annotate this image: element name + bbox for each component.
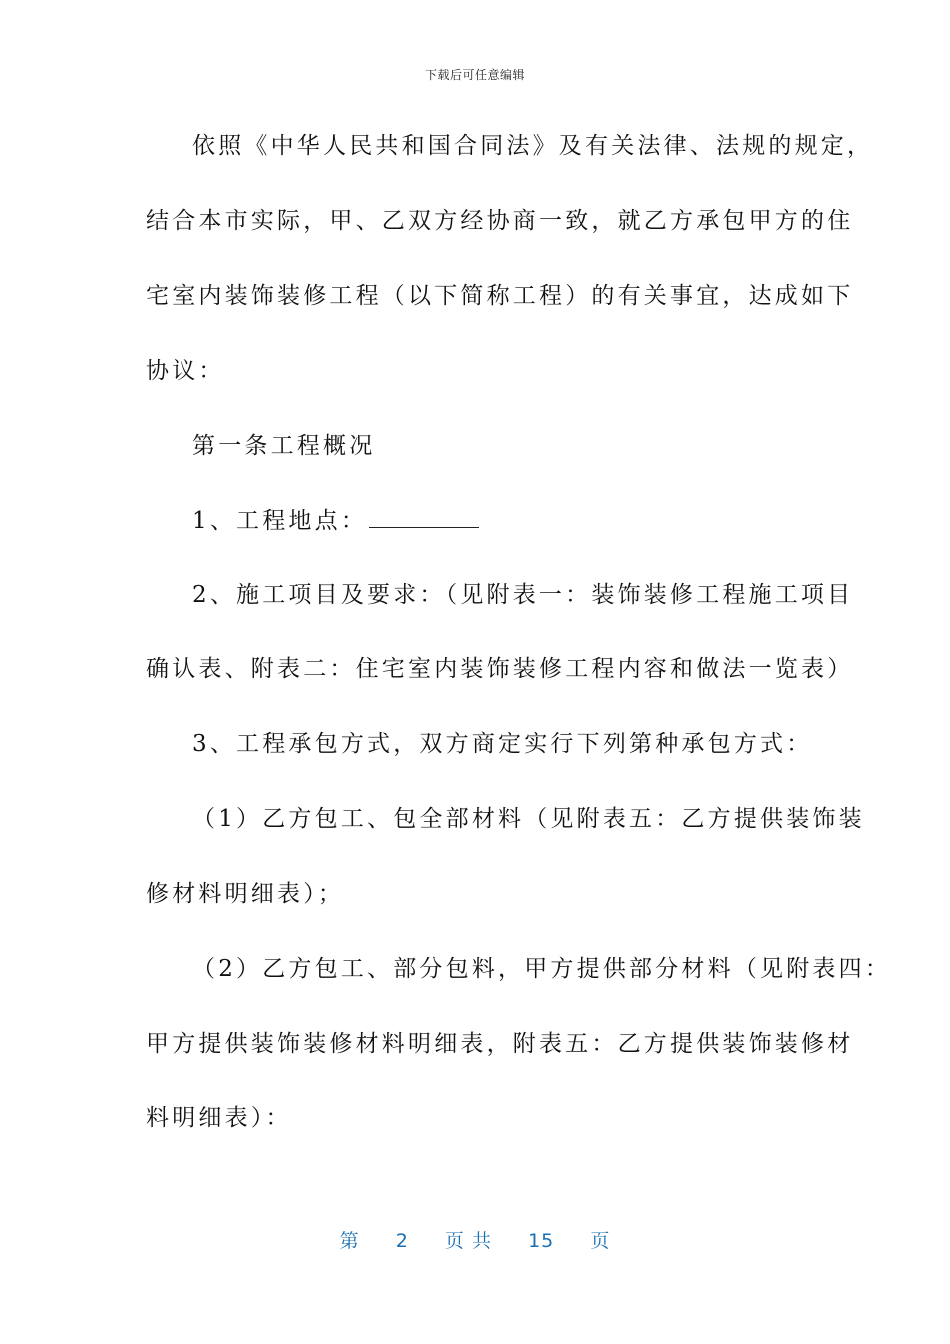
page-header-note: 下载后可任意编辑 — [424, 68, 525, 82]
body-line: （1）乙方包工、包全部材料（见附表五：乙方提供装饰装 — [192, 806, 865, 832]
body-line-with-blank — [192, 506, 479, 536]
body-line: 甲方提供装饰装修材料明细表，附表五：乙方提供装饰装修材 — [146, 1031, 854, 1057]
body-line: 确认表、附表二：住宅室内装饰装修工程内容和做法一览表） — [146, 656, 854, 682]
footer-suffix: 页 — [590, 1230, 611, 1252]
footer-prefix: 第 — [339, 1230, 360, 1252]
footer-middle: 页 共 — [444, 1230, 492, 1252]
body-line: 宅室内装饰装修工程（以下简称工程）的有关事宜，达成如下 — [146, 283, 854, 309]
body-line: 协议： — [146, 358, 225, 384]
page-footer — [0, 1226, 950, 1253]
footer-total-pages: 15 — [528, 1230, 555, 1252]
body-line: 修材料明细表）； — [146, 881, 345, 907]
fill-in-blank — [369, 509, 479, 528]
body-line-label: 1、工程地点： — [192, 508, 368, 534]
section-heading: 第一条工程概况 — [192, 433, 376, 459]
body-line: 依照《中华人民共和国合同法》及有关法律、法规的规定， — [192, 133, 874, 159]
body-line: 料明细表）： — [146, 1105, 292, 1131]
body-line: （2）乙方包工、部分包料，甲方提供部分材料（见附表四： — [192, 956, 892, 982]
footer-page-number: 2 — [395, 1230, 409, 1252]
body-line: 结合本市实际，甲、乙双方经协商一致，就乙方承包甲方的住 — [146, 208, 854, 234]
body-line: 3、工程承包方式，双方商定实行下列第种承包方式： — [192, 731, 813, 757]
body-line: 2、施工项目及要求：（见附表一：装饰装修工程施工项目 — [192, 582, 854, 608]
